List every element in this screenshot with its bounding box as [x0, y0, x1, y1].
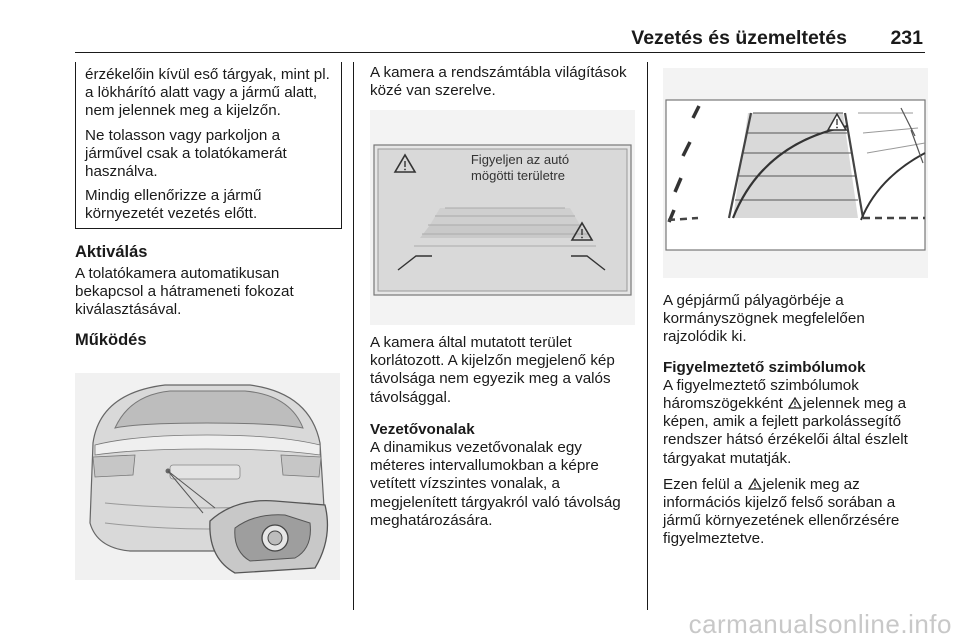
warning-icon [748, 478, 762, 490]
caution-box [75, 62, 342, 229]
rear-camera-display-illustration [370, 110, 635, 325]
warning-text-part1: A figyelmeztető szimbólumok háromszögekként [663, 376, 859, 413]
activation-heading: Aktiválás [75, 242, 148, 261]
activation-text: A tolatókamera automatikusan bekapcsol a hátrameneti fokozat kiválasztásával. [75, 264, 294, 319]
warning-symbols-text [663, 377, 928, 468]
column-divider-right [647, 62, 648, 610]
trajectory-drawing [663, 68, 928, 278]
operation-heading: Működés [75, 331, 147, 350]
column-divider-left [353, 62, 354, 610]
warning-icon [788, 397, 802, 409]
guidelines-heading: Vezetővonalak [370, 420, 475, 438]
watermark: carmanualsonline.info [688, 609, 952, 639]
guidelines-text: A dinamikus vezetővonalak egy méteres intervallumokban a képre vetített vízszintes vonalak, a megjelenített tárgyakról való távolság meghatározására. [370, 439, 621, 529]
caution-text-2: Ne tolasson vagy parkoljon a járművel csak a tolatókamerát használva. [85, 126, 287, 181]
column-left [75, 62, 340, 350]
car-rear-camera-illustration [75, 373, 340, 580]
caution-text-1: érzékelőin kívül eső tárgyak, mint pl. a lökhárító alatt vagy a jármű alatt, nem jelennek meg a kijelzőn. [85, 66, 330, 120]
trajectory-display-illustration [663, 68, 928, 278]
page-header [75, 26, 925, 53]
display-drawing [370, 110, 635, 325]
extra-text-part1: Ezen felül a [663, 475, 743, 493]
camera-area-text: A kamera által mutatott terület korlátozott. A kijelzőn megjelenő kép távolsága nem egyezik meg a valós távolsággal. [370, 334, 615, 406]
extra-text-part2: jelenik meg az információs kijelző felső sorában a jármű környezetének ellenőrzésére figyelmeztetve. [663, 475, 900, 548]
column-middle [370, 64, 635, 108]
column-right [663, 292, 928, 557]
caution-text-3: Mindig ellenőrizze a jármű környezetét vezetés előtt. [85, 187, 262, 223]
header-title: Vezetés és üzemeltetés [631, 27, 847, 49]
extra-warning-text [663, 476, 928, 549]
page-number: 231 [890, 27, 923, 49]
camera-mount-text: A kamera a rendszámtábla világítások közé van szerelve. [370, 64, 627, 100]
column-middle-lower [370, 334, 635, 538]
display-message-line2: mögötti területre [471, 168, 565, 183]
car-rear-drawing [75, 373, 340, 580]
warning-text-part2: jelennek meg a képen, amik a fejlett parkolássegítő rendszer hátsó érzékelői által észlelt tárgyakat mutatják. [663, 395, 908, 467]
trajectory-text: A gépjármű pályagörbéje a kormányszögnek megfelelően rajzolódik ki. [663, 292, 865, 346]
warning-symbols-heading: Figyelmeztető szimbólumok [663, 358, 866, 376]
display-message-line1: Figyeljen az autó [470, 152, 570, 167]
